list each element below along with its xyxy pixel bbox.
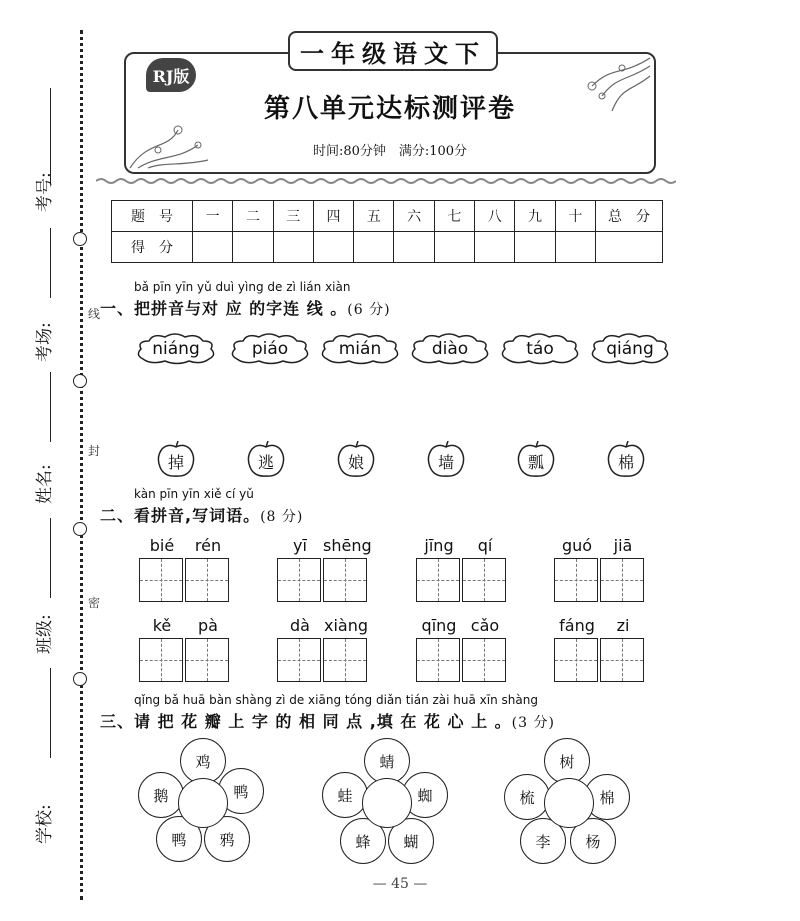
score-input-cell[interactable] <box>273 232 313 263</box>
writing-grid[interactable] <box>139 558 183 602</box>
class-label: 班级: <box>35 614 55 654</box>
writing-grid[interactable] <box>323 638 367 682</box>
writing-grid[interactable] <box>277 558 321 602</box>
pinyin-cloud[interactable] <box>499 333 581 365</box>
fold-mark-secret: 密 <box>88 596 101 610</box>
cloud-pinyin: niáng <box>152 339 200 359</box>
pinyin-cloud[interactable] <box>229 333 311 365</box>
character-apple[interactable] <box>426 441 466 479</box>
cloud-pinyin: piáo <box>251 339 289 359</box>
score-table-header-row <box>112 201 663 232</box>
writing-grid[interactable] <box>185 638 229 682</box>
table-cell: 题 号 <box>112 201 193 232</box>
flower-petal: 鸦 <box>204 816 250 862</box>
cloud-pinyin: mián <box>338 339 382 359</box>
score-input-cell[interactable] <box>313 232 353 263</box>
word-pinyin: rén <box>194 536 222 555</box>
name-line <box>50 518 51 598</box>
score-input-cell[interactable] <box>555 232 595 263</box>
word-pinyin: fáng <box>559 616 595 635</box>
apple-character: 瓢 <box>527 453 544 472</box>
score-input-cell[interactable] <box>354 232 394 263</box>
word-pinyin: pà <box>198 616 218 635</box>
exam-time-score: 时间:80分钟 满分:100分 <box>312 144 468 159</box>
flower <box>322 738 452 868</box>
writing-grid[interactable] <box>416 638 460 682</box>
grade-subject-tab: 一年级语文下 <box>288 31 498 71</box>
character-apple[interactable] <box>606 441 646 479</box>
writing-grid[interactable] <box>462 638 506 682</box>
score-input-cell[interactable] <box>394 232 434 263</box>
table-cell: 一 <box>193 201 233 232</box>
flower-petal: 鸡 <box>180 738 226 784</box>
table-cell: 九 <box>515 201 555 232</box>
flower-petal: 树 <box>544 738 590 784</box>
flower-petal: 鹅 <box>138 772 184 818</box>
table-cell: 四 <box>313 201 353 232</box>
table-cell: 二 <box>233 201 273 232</box>
flower-petal: 蜂 <box>340 818 386 864</box>
q3-title <box>100 709 555 732</box>
q3-pinyin: qǐng bǎ huā bàn shàng zì de xiāng tóng diǎn tián zài huā xīn shàng <box>134 693 538 707</box>
table-cell: 八 <box>475 201 515 232</box>
q2-pinyin: kàn pīn yīn xiě cí yǔ <box>134 487 254 501</box>
flower-petal: 蝴 <box>388 818 434 864</box>
flower-petal: 梳 <box>504 774 550 820</box>
word-pinyin: kě <box>152 616 172 635</box>
table-cell: 六 <box>394 201 434 232</box>
exam-number-line <box>50 228 51 298</box>
flower-petal: 李 <box>520 818 566 864</box>
writing-grid[interactable] <box>277 638 321 682</box>
flower-petal: 鸭 <box>156 816 202 862</box>
cloud-pinyin: táo <box>526 339 554 359</box>
flower-petal: 鸭 <box>218 768 264 814</box>
word-pinyin: guó <box>561 536 593 555</box>
binding-dotted-line <box>80 30 83 900</box>
character-apple[interactable] <box>156 441 196 479</box>
score-input-cell[interactable] <box>515 232 555 263</box>
table-cell: 三 <box>273 201 313 232</box>
q3-points: (3 分) <box>511 715 555 731</box>
apple-character: 娘 <box>347 453 364 472</box>
writing-grid[interactable] <box>600 558 644 602</box>
writing-grid[interactable] <box>185 558 229 602</box>
writing-grid[interactable] <box>323 558 367 602</box>
score-input-cell[interactable] <box>475 232 515 263</box>
score-input-cell[interactable] <box>434 232 474 263</box>
class-line <box>50 668 51 758</box>
q2-points: (8 分) <box>260 509 304 525</box>
school-label: 学校: <box>35 804 55 844</box>
flower-petal: 杨 <box>570 818 616 864</box>
word-pinyin: zi <box>616 616 630 635</box>
writing-grid[interactable] <box>416 558 460 602</box>
pinyin-cloud[interactable] <box>319 333 401 365</box>
score-input-cell[interactable] <box>233 232 273 263</box>
binding-hole <box>73 232 87 246</box>
writing-grid[interactable] <box>462 558 506 602</box>
word-pinyin: jīng <box>424 536 454 555</box>
writing-grid[interactable] <box>554 638 598 682</box>
writing-grid[interactable] <box>600 638 644 682</box>
q1-title <box>100 296 391 319</box>
page-number: — 45 — <box>372 876 428 892</box>
exam-number-line <box>50 88 51 183</box>
table-cell: 总 分 <box>596 201 663 232</box>
score-input-cell[interactable] <box>596 232 663 263</box>
q2-title-text: 二、看拼音,写词语。 <box>100 506 261 525</box>
word-pinyin: dà <box>290 616 310 635</box>
table-cell: 得 分 <box>112 232 193 263</box>
word-pinyin: qí <box>477 536 493 555</box>
character-apple[interactable] <box>336 441 376 479</box>
fold-mark-line: 线 <box>88 307 101 321</box>
exam-number-label: 考号: <box>35 172 55 212</box>
writing-grid[interactable] <box>554 558 598 602</box>
score-input-cell[interactable] <box>193 232 233 263</box>
binding-hole <box>73 522 87 536</box>
word-pinyin: cǎo <box>470 616 500 635</box>
edition-badge: RJ版 <box>146 58 196 92</box>
flower-petal: 蜻 <box>364 738 410 784</box>
exam-room-line <box>50 372 51 442</box>
cloud-pinyin: qiáng <box>606 339 654 359</box>
flower-petal: 蛙 <box>322 772 368 818</box>
word-pinyin: qīng <box>421 616 457 635</box>
fold-mark-seal: 封 <box>88 444 101 458</box>
wave-divider <box>96 177 676 185</box>
name-label: 姓名: <box>35 464 55 504</box>
flower-center-answer[interactable] <box>362 778 412 828</box>
pinyin-cloud[interactable] <box>409 333 491 365</box>
flower <box>504 738 634 868</box>
exam-room-label: 考场: <box>35 322 55 362</box>
score-table <box>111 200 663 263</box>
binding-hole <box>73 374 87 388</box>
cloud-pinyin: diào <box>431 339 469 359</box>
table-cell: 七 <box>434 201 474 232</box>
flower <box>138 738 268 868</box>
score-table-score-row <box>112 232 663 263</box>
q2-title <box>100 503 303 526</box>
pinyin-cloud[interactable] <box>589 333 671 365</box>
flower-petal: 蜘 <box>402 772 448 818</box>
word-pinyin: xiàng <box>323 616 368 635</box>
q1-points: (6 分) <box>347 302 391 318</box>
word-pinyin: jiā <box>613 536 633 555</box>
character-apple[interactable] <box>516 441 556 479</box>
apple-character: 逃 <box>257 453 274 472</box>
q1-pinyin: bǎ pīn yīn yǔ duì yìng de zì lián xiàn <box>134 280 351 294</box>
q1-title-text: 一、把拼音与对 应 的字连 线 。 <box>100 299 348 318</box>
flower-center-answer[interactable] <box>544 778 594 828</box>
word-pinyin: bié <box>149 536 175 555</box>
table-cell: 五 <box>354 201 394 232</box>
page-title: 第八单元达标测评卷 <box>263 94 516 124</box>
apple-character: 墙 <box>437 453 454 472</box>
flower-petal: 棉 <box>584 774 630 820</box>
apple-character: 掉 <box>167 453 184 472</box>
q3-title-text: 三、请 把 花 瓣 上 字 的 相 同 点 ,填 在 花 心 上 。 <box>100 712 512 731</box>
flower-center-answer[interactable] <box>178 778 228 828</box>
word-pinyin: shēng <box>323 536 372 555</box>
pinyin-cloud[interactable] <box>135 333 217 365</box>
binding-hole <box>73 672 87 686</box>
word-pinyin: yī <box>293 536 307 555</box>
apple-character: 棉 <box>617 453 634 472</box>
table-cell: 十 <box>555 201 595 232</box>
character-apple[interactable] <box>246 441 286 479</box>
writing-grid[interactable] <box>139 638 183 682</box>
